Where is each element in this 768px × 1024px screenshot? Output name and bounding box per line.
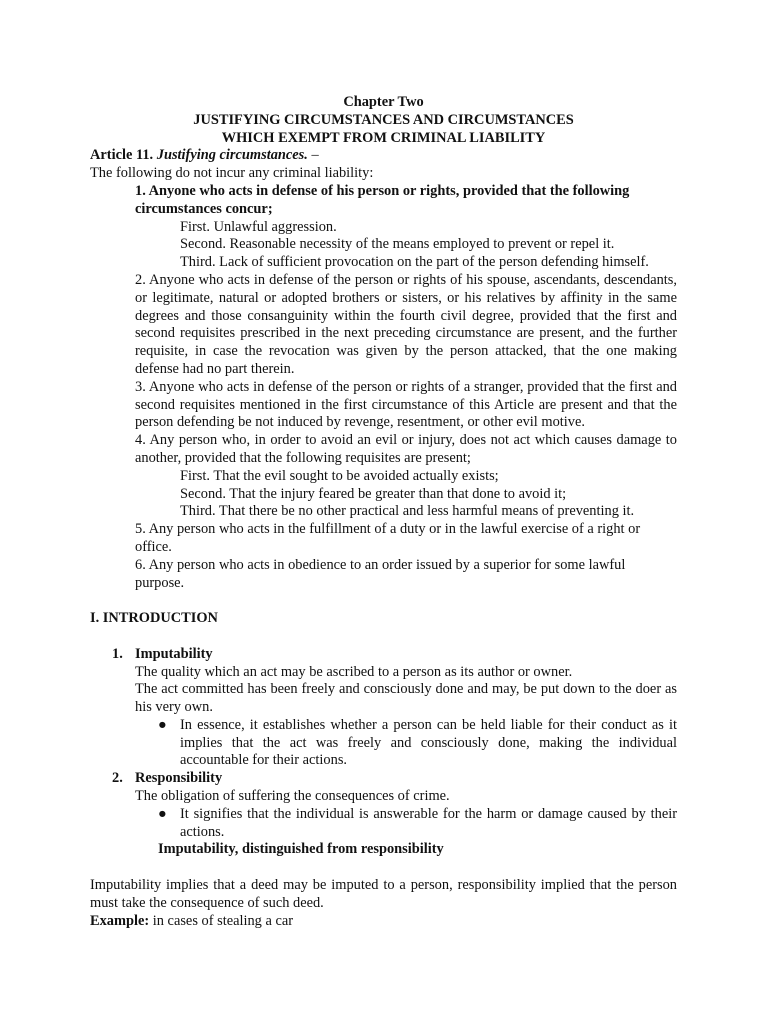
item4-requisite-second: Second. That the injury feared be greater than that done to avoid it; bbox=[180, 485, 567, 502]
article-item-4: 4. Any person who, in order to avoid an evil or injury, does not act which causes damage to another, provided that the following requisites are present; bbox=[135, 432, 677, 466]
bullet-icon: ● bbox=[158, 805, 167, 822]
article-item-3: 3. Anyone who acts in defense of the person or rights of a stranger, provided that the first and second requisites mentioned in the first circumstance of this Article are present and that the person defending be not induced by revenge, resentment, or other evil motive. bbox=[135, 378, 677, 431]
article-intro: The following do not incur any criminal liability: bbox=[90, 165, 374, 182]
intro-item-line: The obligation of suffering the consequences of crime. bbox=[135, 788, 450, 805]
chapter-title-line-2: WHICH EXEMPT FROM CRIMINAL LIABILITY bbox=[221, 129, 546, 146]
intro-item-term: Responsibility bbox=[135, 770, 223, 787]
bullet-item bbox=[90, 717, 677, 770]
section-heading-introduction: I. INTRODUCTION bbox=[90, 610, 218, 627]
example-label: Example: bbox=[90, 912, 150, 929]
distinction-text: Imputability implies that a deed may be imputed to a person, responsibility implied that the person must take the consequence of such deed. bbox=[90, 877, 677, 911]
distinction-heading: Imputability, distinguished from responsibility bbox=[158, 841, 444, 858]
article-heading bbox=[90, 147, 677, 165]
item4-requisite-third: Third. That there be no other practical and less harmful means of preventing it. bbox=[180, 503, 635, 520]
intro-item-line: The quality which an act may be ascribed to a person as its author or owner. bbox=[135, 663, 573, 680]
bullet-icon: ● bbox=[158, 716, 167, 733]
item1-requisite-first: First. Unlawful aggression. bbox=[180, 218, 337, 235]
intro-item-responsibility bbox=[90, 770, 677, 806]
example-text: in cases of stealing a car bbox=[149, 912, 294, 929]
document-content bbox=[90, 94, 677, 930]
item1-requisite-third: Third. Lack of sufficient provocation on the part of the person defending himself. bbox=[180, 254, 649, 271]
bullet-text: In essence, it establishes whether a person can be held liable for their conduct as it implies that the act was freely and consciously done, making the individual accountable for their actions. bbox=[180, 716, 677, 769]
intro-item-term: Imputability bbox=[135, 645, 213, 662]
intro-item-line: The act committed has been freely and consciously done and may, be put down to the doer as his very own. bbox=[135, 681, 677, 716]
example-line bbox=[90, 913, 677, 931]
intro-item-number: 2. bbox=[112, 770, 123, 787]
article-item-6: 6. Any person who acts in obedience to an order issued by a superior for some lawful purpose. bbox=[135, 556, 626, 591]
chapter-title-line-1: JUSTIFYING CIRCUMSTANCES AND CIRCUMSTANCES bbox=[193, 111, 574, 128]
item1-requisite-second: Second. Reasonable necessity of the means employed to prevent or repel it. bbox=[180, 236, 615, 253]
article-item-1: 1. Anyone who acts in defense of his person or rights, provided that the following circumstances concur; bbox=[135, 182, 630, 217]
article-title: Justifying circumstances. bbox=[156, 147, 308, 164]
article-item-2: 2. Anyone who acts in defense of the person or rights of his spouse, ascendants, descendants, or legitimate, natural or adopted brothers or sisters, or his relatives by affinity in the same degrees and those consanguinity within the fourth civil degree, provided that the first and second requisites prescribed in the next preceding circumstance are present, and the further requisite, in case the revocation was given by the person attacked, that the one making defense had no part therein. bbox=[135, 271, 677, 377]
article-item-5: 5. Any person who acts in the fulfillment of a duty or in the lawful exercise of a right or office. bbox=[135, 521, 641, 555]
spacer bbox=[90, 592, 677, 610]
article-label: Article 11. bbox=[90, 147, 154, 164]
intro-item-number: 1. bbox=[112, 645, 123, 662]
bullet-text: It signifies that the individual is answerable for the harm or damage caused by their actions. bbox=[180, 805, 677, 840]
spacer bbox=[90, 628, 677, 646]
intro-item-imputability bbox=[90, 646, 677, 717]
bullet-item bbox=[90, 806, 677, 842]
article-dash: – bbox=[307, 147, 319, 164]
chapter-number: Chapter Two bbox=[343, 94, 424, 110]
spacer bbox=[90, 859, 677, 877]
item4-requisite-first: First. That the evil sought to be avoided actually exists; bbox=[180, 467, 499, 484]
